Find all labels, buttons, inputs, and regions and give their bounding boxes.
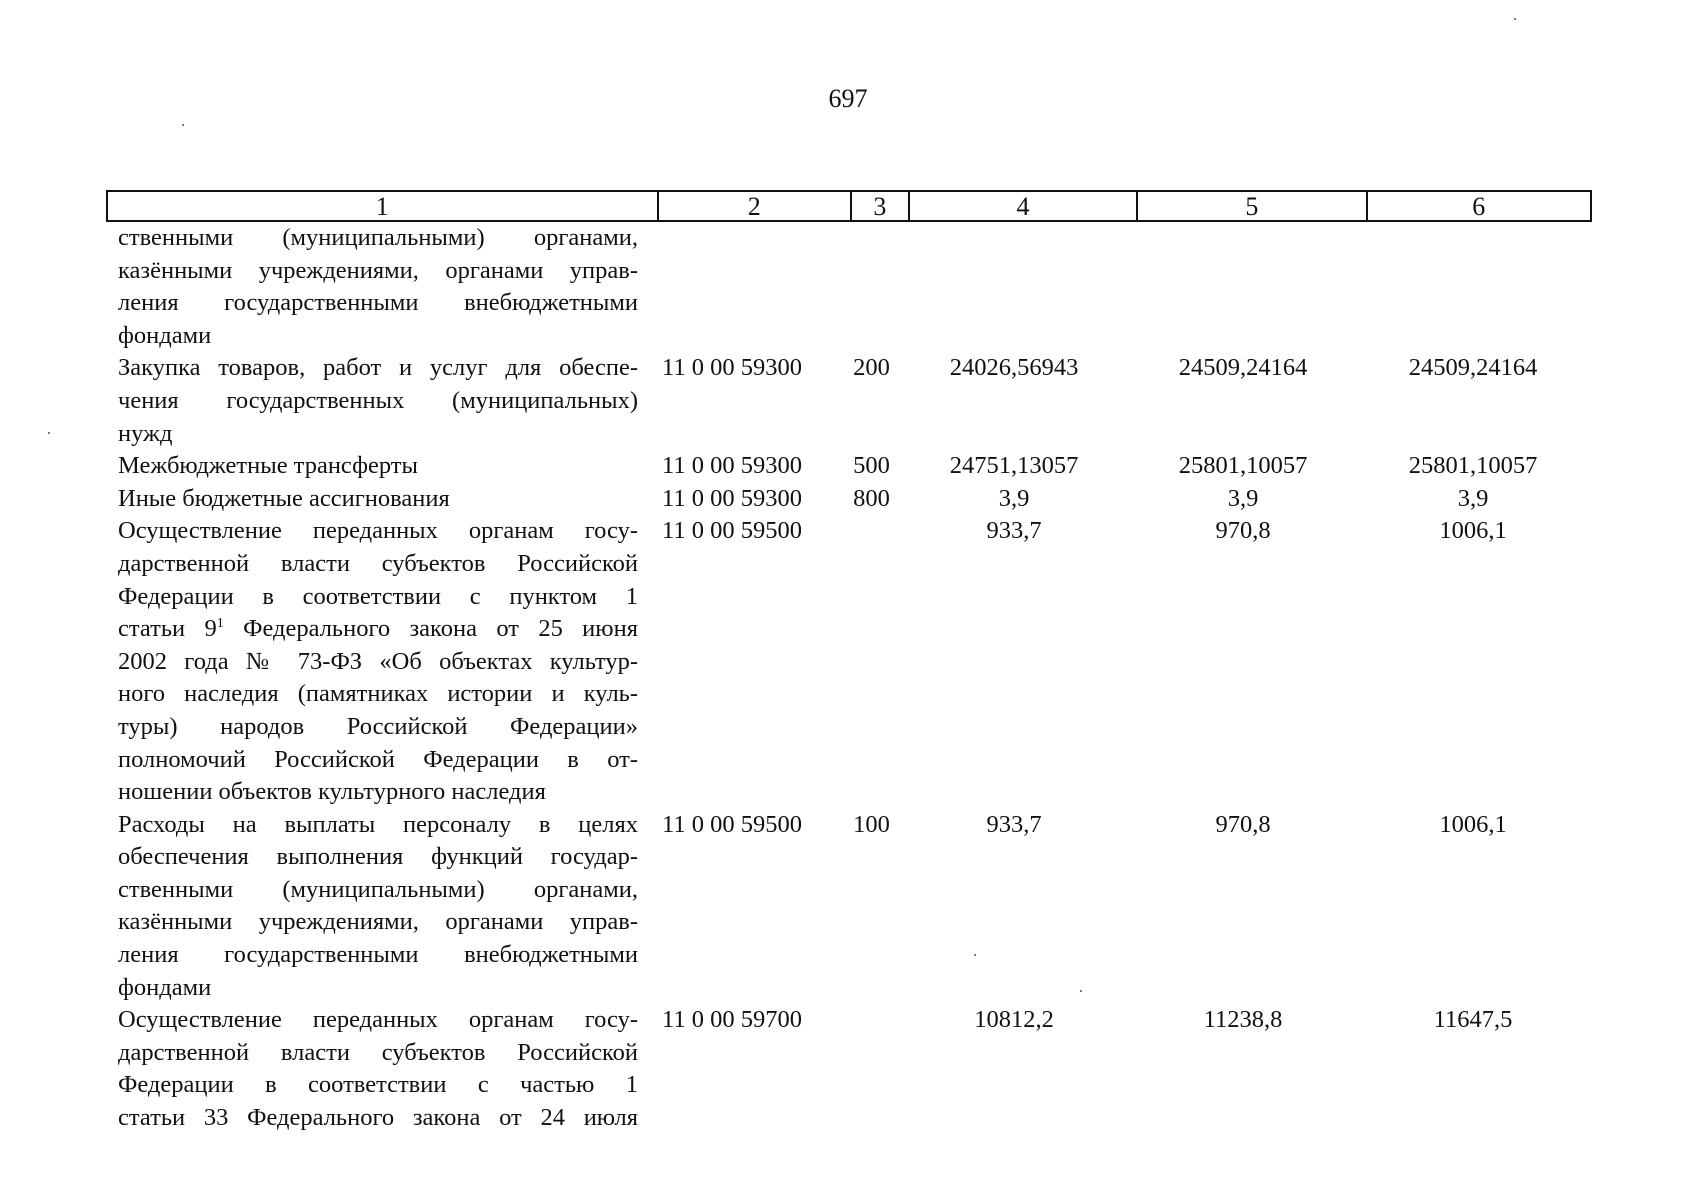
scan-speck (48, 432, 50, 434)
target-article-code: 11 0 00 59300 (662, 354, 802, 382)
amount-column-4: 24751,13057 (949, 452, 1079, 480)
scan-speck (1514, 18, 1516, 20)
amount-column-5: 25801,10057 (1178, 452, 1308, 480)
target-article-code: 11 0 00 59700 (662, 1006, 802, 1034)
description-line: ственными (муниципальными) органами, (118, 224, 638, 251)
target-article-code: 11 0 00 59300 (662, 484, 802, 512)
description-line: полномочий Российской Федерации в от- (118, 745, 638, 773)
description-line: казёнными учреждениями, органами управ- (118, 908, 638, 936)
amount-column-6: 1006,1 (1439, 810, 1507, 838)
table-row (106, 352, 1592, 450)
target-article-code: 11 0 00 59500 (662, 517, 802, 545)
amount-column-6: 1006,1 (1439, 517, 1507, 545)
table-row (106, 450, 1592, 483)
description-line: казёнными учреждениями, органами управ- (118, 256, 638, 284)
description-line: чения государственных (муниципальных) (118, 386, 638, 414)
description-line: нужд (118, 419, 173, 447)
amount-column-4: 24026,56943 (949, 354, 1079, 382)
description-line: ношении объектов культурного наследия (118, 778, 546, 806)
description-line: ственными (муниципальными) органами, (118, 875, 638, 903)
table-row (106, 809, 1592, 1005)
description-line: Закупка товаров, работ и услуг для обеспе- (118, 354, 638, 382)
budget-table-body (106, 222, 1592, 1135)
description-line: обеспечения выполнения функций государ- (118, 843, 638, 871)
description-line: Осуществление переданных органам госу- (118, 1006, 638, 1034)
page-number: 697 (828, 84, 868, 113)
amount-column-5: 24509,24164 (1178, 354, 1308, 382)
scan-speck (182, 124, 184, 126)
article-reference: статьи 9 (118, 615, 217, 643)
description-line: туры) народов Российской Федерации» (118, 712, 638, 740)
amount-column-5: 11238,8 (1203, 1006, 1283, 1034)
description-line: Расходы на выплаты персоналу в целях (118, 810, 638, 838)
description-line (118, 613, 638, 646)
description-line: ления государственными внебюджетными (118, 941, 638, 969)
expense-type-code: 500 (853, 452, 890, 480)
expense-type-code: 200 (853, 354, 890, 382)
column-header-1: 1 (108, 192, 659, 220)
row-description (106, 352, 646, 450)
description-fragment: Федерального закона от 25 июня (223, 615, 638, 643)
description-line: Осуществление переданных органам госу- (118, 517, 638, 545)
target-article-code: 11 0 00 59300 (662, 452, 802, 480)
superscript-marker: 1 (216, 615, 224, 631)
row-description (106, 222, 646, 352)
amount-column-5: 970,8 (1215, 810, 1271, 838)
description-line: Федерации в соответствии с пунктом 1 (118, 582, 638, 610)
description-line: 2002 года № 73-ФЗ «Об объектах культур- (118, 647, 638, 675)
description-line: дарственной власти субъектов Российской (118, 1038, 638, 1066)
expense-type-code: 100 (853, 810, 890, 838)
table-row (106, 222, 1592, 352)
row-description (106, 809, 646, 1005)
amount-column-4: 10812,2 (974, 1006, 1054, 1034)
row-description (106, 483, 646, 516)
amount-column-5: 3,9 (1227, 484, 1259, 512)
amount-column-6: 11647,5 (1433, 1006, 1513, 1034)
row-description (106, 1004, 646, 1134)
table-row (106, 1004, 1592, 1134)
description-line: ного наследия (памятниках истории и куль- (118, 680, 638, 708)
column-header-3: 3 (852, 192, 910, 220)
amount-column-6: 25801,10057 (1408, 452, 1538, 480)
description-line: ления государственными внебюджетными (118, 289, 638, 317)
row-description (106, 515, 646, 808)
amount-column-5: 970,8 (1215, 517, 1271, 545)
amount-column-6: 3,9 (1457, 484, 1489, 512)
description-line: Иные бюджетные ассигнования (118, 484, 450, 512)
description-line: фондами (118, 321, 212, 349)
description-line: Федерации в соответствии с частью 1 (118, 1071, 638, 1099)
amount-column-4: 3,9 (998, 484, 1030, 512)
description-line: Межбюджетные трансферты (118, 452, 418, 480)
expense-type-code: 800 (853, 484, 890, 512)
column-header-5: 5 (1138, 192, 1367, 220)
amount-column-4: 933,7 (986, 810, 1042, 838)
amount-column-6: 24509,24164 (1408, 354, 1538, 382)
column-header-2: 2 (659, 192, 852, 220)
column-header-6: 6 (1472, 192, 1486, 221)
table-row (106, 483, 1592, 516)
table-row (106, 515, 1592, 808)
target-article-code: 11 0 00 59500 (662, 810, 802, 838)
column-header-4: 4 (910, 192, 1138, 220)
row-description (106, 450, 646, 483)
description-line: статьи 33 Федерального закона от 24 июля (118, 1104, 638, 1132)
description-line: фондами (118, 973, 212, 1001)
description-line: дарственной власти субъектов Российской (118, 549, 638, 577)
amount-column-4: 933,7 (986, 517, 1042, 545)
table-column-header (106, 190, 1592, 222)
